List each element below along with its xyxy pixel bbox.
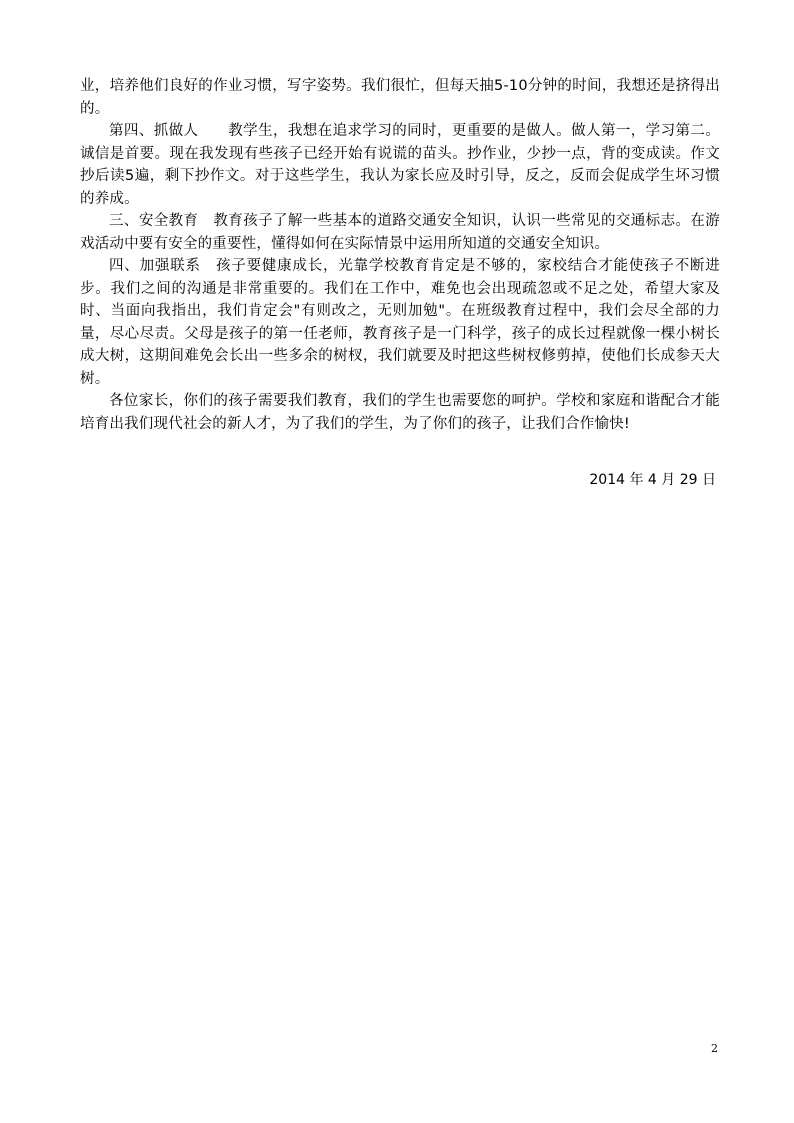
paragraph-safety-education: 三、安全教育 教育孩子了解一些基本的道路交通安全知识，认识一些常见的交通标志。在游戏活动中要有安全的重要性，懂得如何在实际情景中运用所知道的交通安全知识。 — [80, 213, 720, 252]
page-number: 2 — [711, 1042, 718, 1055]
paragraph-homework-continuation: 业，培养他们良好的作业习惯，写字姿势。我们很忙，但每天抽5-10分钟的时间，我想还是挤得出的。 — [80, 78, 720, 117]
paragraph-closing-appeal: 各位家长，你们的孩子需要我们教育，我们的学生也需要您的呵护。学校和家庭和谐配合才能培育出我们现代社会的新人才，为了我们的学生，为了你们的孩子，让我们合作愉快! — [80, 393, 720, 432]
paragraph-character-education: 第四、抓做人 教学生，我想在追求学习的同时，更重要的是做人。做人第一，学习第二。诚信是首要。现在我发现有些孩子已经开始有说谎的苗头。抄作业，少抄一点，背的变成读。作文抄后读5遍，剩下抄作文。对于这些学生，我认为家长应及时引导，反之，反而会促成学生坏习惯的养成。 — [80, 123, 720, 207]
document-date: 2014 年 4 月 29 日 — [589, 472, 716, 488]
document-body — [80, 75, 720, 435]
paragraph-home-school-contact: 四、加强联系 孩子要健康成长，光靠学校教育肯定是不够的，家校结合才能使孩子不断进步。我们之间的沟通是非常重要的。我们在工作中，难免也会出现疏忽或不足之处，希望大家及时、当面向我指出，我们肯定会"有则改之，无则加勉"。在班级教育过程中，我们会尽全部的力量，尽心尽责。父母是孩子的第一任老师，教育孩子是一门科学，孩子的成长过程就像一棵小树长成大树，这期间难免会长出一些多余的树杈，我们就要及时把这些树杈修剪掉，使他们长成参天大树。 — [80, 258, 720, 387]
